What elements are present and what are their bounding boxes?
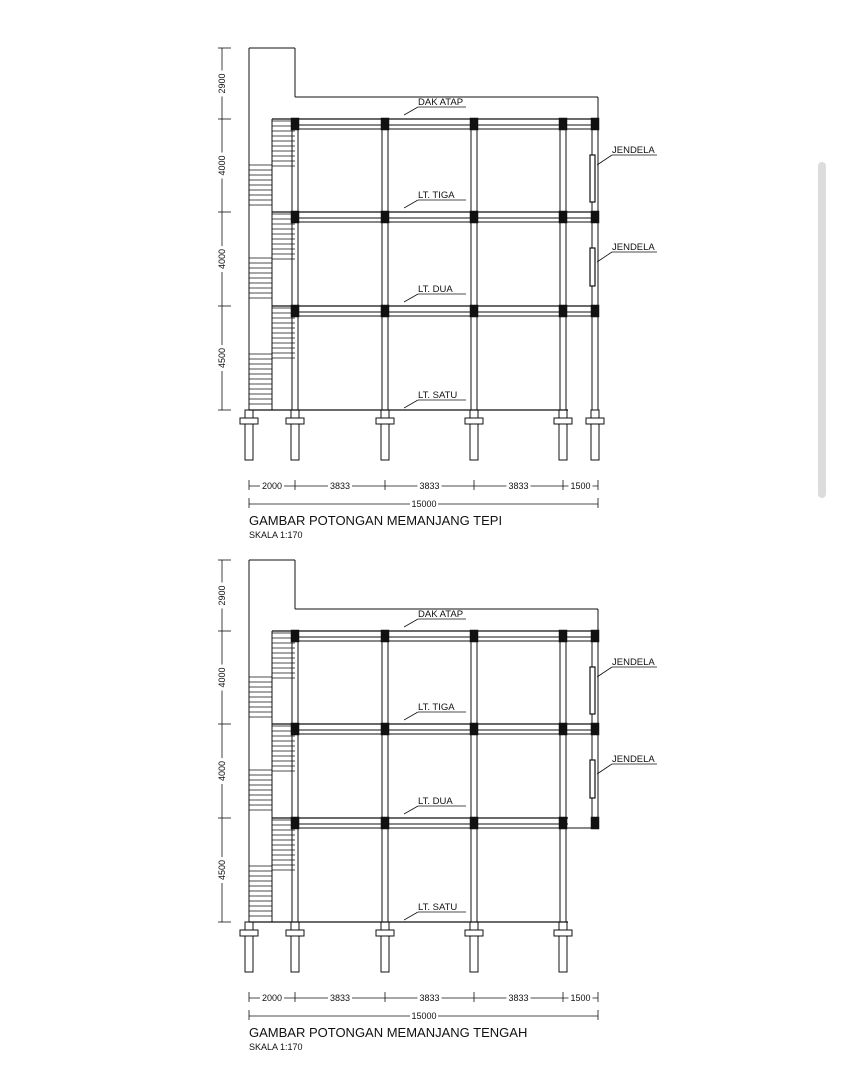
footing-cap — [286, 418, 304, 424]
beam-column-joint — [591, 817, 599, 829]
window-label: JENDELA — [612, 242, 655, 253]
beam-column-joint — [470, 211, 478, 223]
span-dimension-label: 3833 — [508, 481, 529, 491]
beam-column-joint — [591, 211, 599, 223]
window-leader — [597, 764, 612, 774]
beam-column-joint — [470, 118, 478, 130]
vertical-dimension-label: 2900 — [217, 585, 227, 606]
pile — [245, 424, 253, 460]
level-leader — [404, 806, 418, 814]
window-label: JENDELA — [612, 145, 655, 156]
window-leader — [597, 252, 612, 262]
pile — [559, 424, 567, 460]
beam-column-joint — [381, 817, 389, 829]
level-leader — [404, 107, 418, 115]
pile — [245, 936, 253, 972]
beam-column-joint — [591, 305, 599, 317]
window-label: JENDELA — [612, 754, 655, 765]
span-dimension-label: 2000 — [261, 993, 283, 1003]
beam-column-joint — [381, 305, 389, 317]
beam-column-joint — [470, 305, 478, 317]
drawing-scale: SKALA 1:170 — [249, 1042, 303, 1052]
beam-column-joint — [559, 630, 567, 642]
pedestal — [470, 410, 478, 418]
pedestal — [245, 410, 253, 418]
footing-cap — [240, 930, 258, 936]
pedestal — [559, 410, 567, 418]
vertical-dimension-label: 4000 — [217, 760, 227, 782]
pedestal — [470, 922, 478, 930]
level-leader — [404, 200, 418, 208]
beam-column-joint — [470, 817, 478, 829]
drawing-title: GAMBAR POTONGAN MEMANJANG TEPI — [249, 513, 503, 528]
beam-column-joint — [591, 630, 599, 642]
level-leader — [404, 712, 418, 720]
pile — [470, 424, 478, 460]
pedestal — [559, 922, 567, 930]
beam-column-joint — [381, 118, 389, 130]
vertical-dimension-label: 4000 — [217, 667, 227, 688]
beam-column-joint — [381, 630, 389, 642]
window-leader — [597, 667, 612, 677]
pedestal — [291, 410, 299, 418]
pile — [559, 936, 567, 972]
window-frame — [590, 155, 595, 202]
vertical-dimension-label: 4000 — [217, 248, 227, 270]
pedestal — [381, 410, 389, 418]
footing-cap — [465, 418, 483, 424]
vertical-dimension-label: 2900 — [217, 73, 227, 94]
pedestal — [381, 922, 389, 930]
level-leader — [404, 294, 418, 302]
section-tengah — [217, 560, 657, 1052]
pile — [381, 936, 389, 972]
level-label: DAK ATAP — [418, 97, 464, 108]
beam-column-joint — [291, 723, 299, 735]
beam-column-joint — [381, 723, 389, 735]
footing-cap — [376, 418, 394, 424]
level-label: LT. SATU — [418, 902, 458, 913]
span-dimension-label: 3833 — [329, 993, 351, 1003]
span-dimension-label: 3833 — [419, 993, 440, 1003]
beam-column-joint — [291, 817, 299, 829]
vertical-dimension-label: 4500 — [217, 859, 227, 881]
level-leader — [404, 400, 418, 408]
window-frame — [590, 667, 595, 714]
beam-column-joint — [291, 630, 299, 642]
span-dimension-label: 1500 — [570, 993, 591, 1003]
beam-column-joint — [559, 118, 567, 130]
span-dimension-label: 3833 — [508, 993, 529, 1003]
drawing-scale: SKALA 1:170 — [249, 530, 303, 540]
beam-column-joint — [559, 211, 567, 223]
pedestal — [245, 922, 253, 930]
pile — [381, 424, 389, 460]
section-tepi — [217, 48, 657, 540]
window-frame — [590, 760, 595, 798]
beam-column-joint — [559, 817, 567, 829]
footing-cap — [376, 930, 394, 936]
beam-column-joint — [591, 118, 599, 130]
level-label: DAK ATAP — [418, 609, 464, 620]
beam-column-joint — [470, 630, 478, 642]
beam-column-joint — [291, 211, 299, 223]
drawing-title: GAMBAR POTONGAN MEMANJANG TENGAH — [249, 1025, 528, 1040]
level-leader — [404, 912, 418, 920]
beam-column-joint — [291, 305, 299, 317]
footing-cap — [586, 418, 604, 424]
beam-column-joint — [291, 118, 299, 130]
beam-column-joint — [470, 723, 478, 735]
total-dimension-label: 15000 — [411, 1011, 437, 1021]
vertical-dimension-label: 4000 — [217, 155, 227, 176]
level-label: LT. SATU — [418, 390, 458, 401]
beam-column-joint — [381, 211, 389, 223]
vertical-scrollbar[interactable] — [818, 162, 826, 498]
beam-column-joint — [559, 723, 567, 735]
window-label: JENDELA — [612, 657, 655, 668]
footing-cap — [240, 418, 258, 424]
level-label: LT. TIGA — [418, 190, 455, 201]
pile — [291, 936, 299, 972]
level-label: LT. DUA — [418, 796, 453, 807]
footing-cap — [554, 418, 572, 424]
window-leader — [597, 155, 612, 165]
pile — [291, 424, 299, 460]
level-leader — [404, 619, 418, 627]
span-dimension-label: 3833 — [329, 481, 351, 491]
level-label: LT. DUA — [418, 284, 453, 295]
footing-cap — [465, 930, 483, 936]
window-frame — [590, 248, 595, 286]
level-label: LT. TIGA — [418, 702, 455, 713]
beam-column-joint — [591, 723, 599, 735]
span-dimension-label: 2000 — [261, 481, 283, 491]
pile — [470, 936, 478, 972]
vertical-dimension-label: 4500 — [217, 347, 227, 369]
beam-column-joint — [559, 305, 567, 317]
pedestal — [291, 922, 299, 930]
footing-cap — [286, 930, 304, 936]
footing-cap — [554, 930, 572, 936]
span-dimension-label: 1500 — [570, 481, 591, 491]
pedestal — [591, 410, 599, 418]
pile — [591, 424, 599, 460]
total-dimension-label: 15000 — [411, 499, 437, 509]
span-dimension-label: 3833 — [419, 481, 440, 491]
